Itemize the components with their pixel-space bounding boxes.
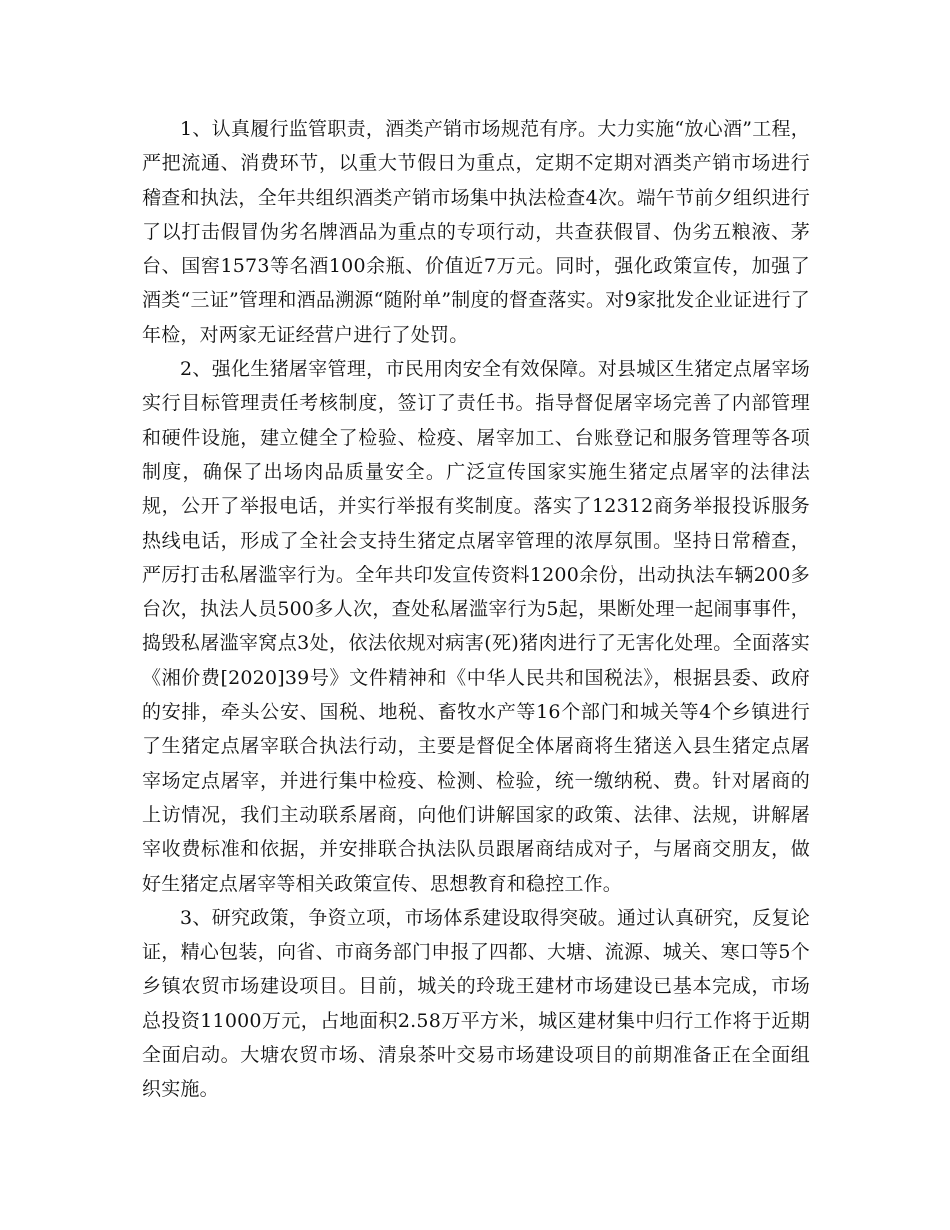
paragraph-pig-slaughter: 2、强化生猪屠宰管理，市民用肉安全有效保障。对县城区生猪定点屠宰场实行目标管理责任考核制度，签订了责任书。指导督促屠宰场完善了内部管理和硬件设施，建立健全了检验、检疫、屠宰加工、台账登记和服务管理等各项制度，确保了出场肉品质量安全。广泛宣传国家实施生猪定点屠宰的法律法规，公开了举报电话，并实行举报有奖制度。落实了12312商务举报投诉服务热线电话，形成了全社会支持生猪定点屠宰管理的浓厚氛围。坚持日常稽查，严厉打击私屠滥宰行为。全年共印发宣传资料1200余份，出动执法车辆200多台次，执法人员500多人次，查处私屠滥宰行为5起，果断处理一起闹事事件，捣毁私屠滥宰窝点3处，依法依规对病害(死)猪肉进行了无害化处理。全面落实《湘价费[2020]39号》文件精神和《中华人民共和国税法》，根据县委、政府的安排，牵头公安、国税、地税、畜牧水产等16个部门和城关等4个乡镇进行了生猪定点屠宰联合执法行动，主要是督促全体屠商将生猪送入县生猪定点屠宰场定点屠宰，并进行集中检疫、检测、检验，统一缴纳税、费。针对屠商的上访情况，我们主动联系屠商，向他们讲解国家的政策、法律、法规，讲解屠宰收费标准和依据，并安排联合执法队员跟屠商结成对子，与屠商交朋友，做好生猪定点屠宰等相关政策宣传、思想教育和稳控工作。 <box>142 358 810 895</box>
document-body <box>142 112 810 1107</box>
paragraph-liquor-market: 1、认真履行监管职责，酒类产销市场规范有序。大力实施“放心酒”工程，严把流通、消费环节，以重大节假日为重点，定期不定期对酒类产销市场进行稽查和执法，全年共组织酒类产销市场集中执法检查4次。端午节前夕组织进行了以打击假冒伪劣名牌酒品为重点的专项行动，共查获假冒、伪劣五粮液、茅台、国窖1573等名酒100余瓶、价值近7万元。同时，强化政策宣传，加强了酒类“三证”管理和酒品溯源“随附单”制度的督查落实。对9家批发企业证进行了年检，对两家无证经营户进行了处罚。 <box>142 118 810 346</box>
paragraph-market-construction: 3、研究政策，争资立项，市场体系建设取得突破。通过认真研究，反复论证，精心包装，向省、市商务部门申报了四都、大塘、流源、城关、寒口等5个乡镇农贸市场建设项目。目前，城关的玲珑王建材市场建设已基本完成，市场总投资11000万元，占地面积2.58万平方米，城区建材集中归行工作将于近期全面启动。大塘农贸市场、清泉茶叶交易市场建设项目的前期准备正在全面组织实施。 <box>142 906 810 1101</box>
